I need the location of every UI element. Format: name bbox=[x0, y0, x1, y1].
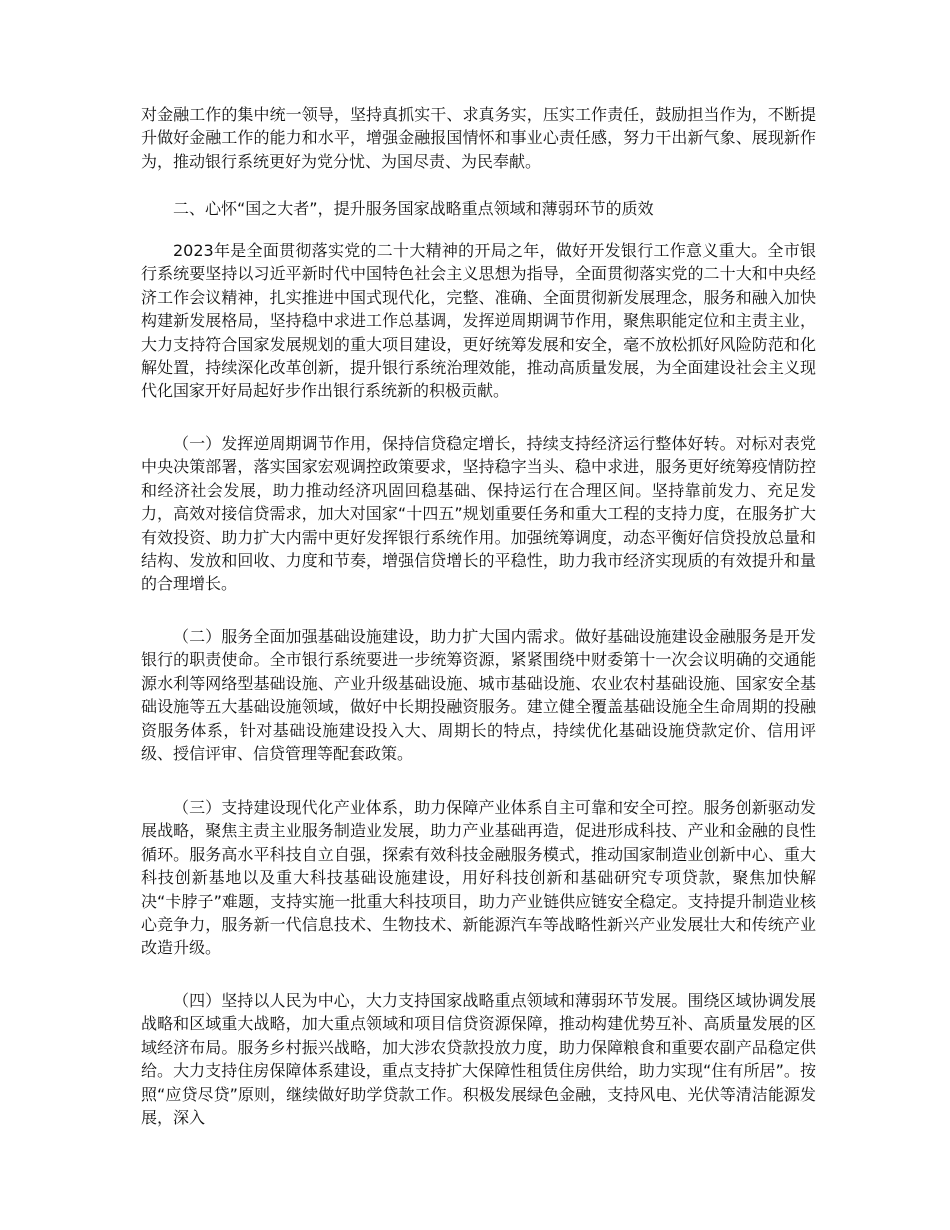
paragraph-overview: 2023年是全面贯彻落实党的二十大精神的开局之年，做好开发银行工作意义重大。全市银行系统要坚持以习近平新时代中国特色社会主义思想为指导，全面贯彻落实党的二十大和中央经济工作会议精神，扎实推进中国式现代化，完整、准确、全面贯彻新发展理念，服务和融入加快构建新发展格局，坚持稳中求进工作总基调，发挥逆周期调节作用，聚焦职能定位和主责主业，大力支持符合国家发展规划的重大项目建设，更好统筹发展和安全，毫不放松抓好风险防范和化解处置，持续深化改革创新，提升银行系统治理效能，推动高质量发展，为全面建设社会主义现代化国家开好局起好步作出银行系统新的积极贡献。 bbox=[141, 241, 816, 401]
paragraph-item-4: （四）坚持以人民为中心，大力支持国家战略重点领域和薄弱环节发展。围绕区域协调发展战略和区域重大战略，加大重点领域和项目信贷资源保障，推动构建优势互补、高质量发展的区域经济布局。服务乡村振兴战略，加大涉农贷款投放力度，助力保障粮食和重要农副产品稳定供给。大力支持住房保障体系建设，重点支持扩大保障性租赁住房供给，助力实现“住有所居”。按照“应贷尽贷”原则，继续做好助学贷款工作。积极发展绿色金融，支持风电、光伏等清洁能源发展，深入 bbox=[141, 991, 816, 1128]
paragraph-item-3: （三）支持建设现代化产业体系，助力保障产业体系自主可靠和安全可控。服务创新驱动发展战略，聚焦主责主业服务制造业发展，助力产业基础再造，促进形成科技、产业和金融的良性循环。服务高水平科技自立自强，探索有效科技金融服务模式，推动国家制造业创新中心、重大科技创新基地以及重大科技基础设施建设，用好科技创新和基础研究专项贷款，聚焦加快解决“卡脖子”难题，支持实施一批重大科技项目，助力产业链供应链安全稳定。支持提升制造业核心竞争力，服务新一代信息技术、生物技术、新能源汽车等战略性新兴产业发展壮大和传统产业改造升级。 bbox=[141, 798, 816, 958]
paragraph-item-2: （二）服务全面加强基础设施建设，助力扩大国内需求。做好基础设施建设金融服务是开发银行的职责使命。全市银行系统要进一步统筹资源，紧紧围绕中财委第十一次会议明确的交通能源水利等网络型基础设施、产业升级基础设施、城市基础设施、农业农村基础设施、国家安全基础设施等五大基础设施领域，做好中长期投融资服务。建立健全覆盖基础设施全生命周期的投融资服务体系，针对基础设施建设投入大、周期长的特点，持续优化基础设施贷款定价、信用评级、授信评审、信贷管理等配套政策。 bbox=[141, 627, 816, 764]
paragraph-intro: 对金融工作的集中统一领导，坚持真抓实干、求真务实，压实工作责任，鼓励担当作为，不断提升做好金融工作的能力和水平，增强金融报国情怀和事业心责任感，努力干出新气象、展现新作为，推动银行系统更好为党分忧、为国尽责、为民奉献。 bbox=[141, 105, 816, 171]
paragraph-item-1: （一）发挥逆周期调节作用，保持信贷稳定增长，持续支持经济运行整体好转。对标对表党中央决策部署，落实国家宏观调控政策要求，坚持稳字当头、稳中求进，服务更好统筹疫情防控和经济社会发展，助力推动经济巩固回稳基础、保持运行在合理区间。坚持靠前发力、充足发力，高效对接信贷需求，加大对国家“十四五”规划重要任务和重大工程的支持力度，在服务扩大有效投资、助力扩大内需中更好发挥银行系统作用。加强统筹调度，动态平衡好信贷投放总量和结构、发放和回收、力度和节奏，增强信贷增长的平稳性，助力我市经济实现质的有效提升和量的合理增长。 bbox=[141, 434, 816, 594]
section-heading: 二、心怀“国之大者”，提升服务国家战略重点领域和薄弱环节的质效 bbox=[173, 199, 654, 218]
